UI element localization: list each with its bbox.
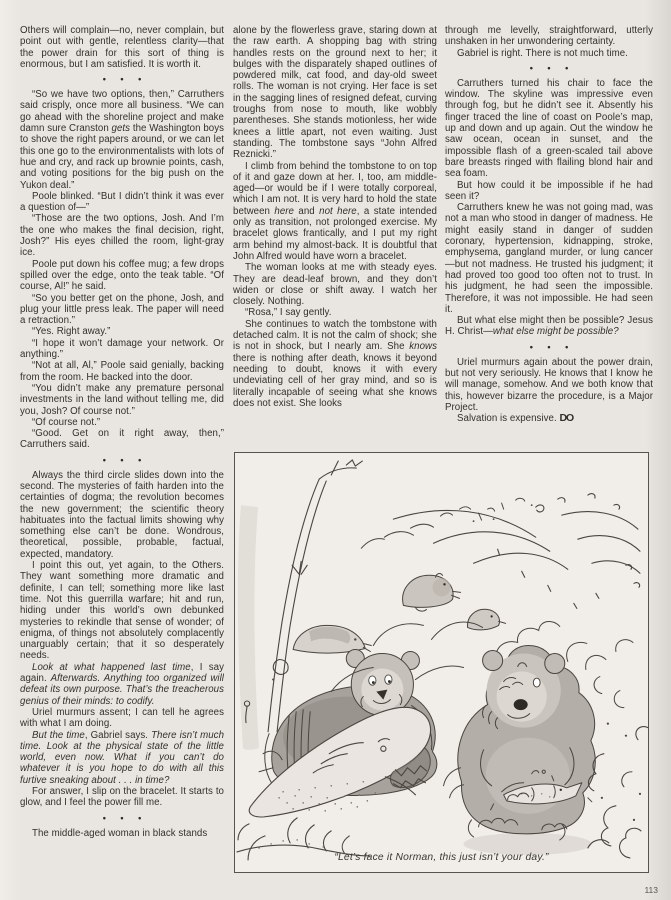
paragraph: But what else might then be possible? Jesus H. Christ—what else might be possible? [445, 315, 653, 338]
paragraph: “I hope it won’t damage your network. Or anything.” [20, 337, 224, 361]
paragraph: Look at what happened last time, I say again. Afterwards. Anything too organized will defeat its own purpose. That’s the treacherous genius of their minds: to codify. [20, 661, 224, 707]
paragraph: Poole blinked. “But I didn’t think it was ever a question of—” [20, 190, 224, 214]
paragraph: Gabriel is right. There is not much time. [457, 47, 628, 59]
paragraph: For answer, I slip on the bracelet. It starts to glow, and I feel the power fill me. [20, 786, 224, 809]
section-separator: • • • [102, 454, 148, 465]
cartoon-right-bear [444, 645, 596, 855]
paragraph: “Rosa,” I say gently. [245, 307, 332, 319]
page-number: 113 [644, 885, 658, 895]
paragraph: Uriel murmurs again about the power drain, but not very seriously. He knows that I know he will manage, somehow. And we both know that this, however bizarre the procedure, is a Major Project. [445, 356, 653, 413]
section-separator: • • • [102, 812, 148, 823]
paragraph: Poole put down his coffee mug; a few drops spilled over the edge, onto the teak table. “Of course, Al!” he said. [20, 258, 224, 293]
paragraph: alone by the flowerless grave, staring down at the raw earth. A shopping bag with string handles rests on the ground next to her; it bulges with the disparately shaped outlines of powdered milk, cat food, and day-old sweet rolls. The woman is not crying. Her face is set in the sagging lines of resigned defeat, curving troughs from nose to mouth, like wobbly parentheses. She stands motionless, her wide knees a little apart, not even waiting. Just standing. The tombstone says “John Alfred Reznicki.” [233, 25, 437, 161]
paragraph: Carruthers knew he was not going mad, was not a man who stood in danger of madness. He might easily stand in danger of sudden coronary, hypertension, kidnapping, stroke, emphysema, gangland murder, or lung cancer—but not madness. He trusted his judgment; it had proved too good too often not to trust. In his judgment, he had seen the impossible. Therefore, it was not impossible. He had seen it. [445, 202, 653, 315]
paragraph: I climb from behind the tombstone to on top of it and gaze down at her. I, too, am middle-aged—or would be if I were totally corporeal, which I am not. It is very hard to hold the state between here and not here, a state intended only as transition, not prolonged exercise. My bracelet glows frantically, and I put my right arm behind my almost-back. It is doubtful that John Alfred would have worn a bracelet. [233, 160, 437, 262]
paragraph: The middle-aged woman in black stands [32, 827, 208, 839]
paragraph: Carruthers turned his chair to face the window. The skyline was impressive even through fog, but he didn’t see it. Absently his finger traced the line of coast on Poole’s map, up and down and up again. Out the window he saw ocean, ocean in sunset, and the impossible flash of a green-scaled tail above bare breasts ringed with flailing blond hair and sea foam. [445, 77, 653, 180]
section-separator: • • • [102, 74, 148, 85]
paragraph: Salvation is expensive. DO [457, 412, 574, 425]
text-column-right [445, 25, 653, 449]
text-column-middle [233, 25, 437, 447]
paragraph: “Good. Get on it right away, then,” Carruthers said. [20, 428, 224, 451]
cartoon-panel [234, 452, 649, 873]
paragraph: “Those are the two options, Josh. And I’m the one who makes the final decision, right, Josh?” His eyes chilled the room, light-gray ice. [20, 213, 224, 259]
paragraph: “You didn’t make any premature personal investments in the land without telling me, did you, Josh? Of course not.” [20, 382, 224, 417]
paragraph: “Yes. Right away.” [32, 326, 111, 338]
text-column-left [20, 25, 224, 893]
cartoon-splashes [588, 723, 648, 858]
paragraph: “So you better get on the phone, Josh, and plug your little press leak. The paper will need a retraction.” [20, 292, 224, 327]
section-separator: • • • [529, 62, 575, 73]
paragraph: “So we have two options, then,” Carruthers said crisply, once more all business. “We can go ahead with the shoreline project and make damn sure Cranston gets the Washington boys to shove the right papers around, or we can let this one go to the environmentalists with lots of hue and cry, and rack up brownie points, cash, and voting positions for the big push on the Yukon deal.” [20, 89, 224, 191]
paragraph: She continues to watch the tombstone with detached calm. It is not the calm of shock; she is not in shock, but I nearly am. She knows there is nothing after death, knows it beyond needing to doubt, knows it with every undeviating cell of her gray mind, and so is literally incapable of seeing what she knows does not exist. She looks [233, 318, 437, 409]
cartoon-background-critters [293, 574, 633, 708]
cartoon-grass [361, 498, 532, 548]
cartoon-caption: “Let’s face it Norman, this just isn’t your day.” [334, 852, 549, 863]
paragraph: through me levelly, straightforward, utterly unshaken in her unwondering certainty. [445, 25, 653, 48]
paragraph: But how could it be impossible if he had seen it? [445, 179, 653, 202]
paragraph: I point this out, yet again, to the Others. They want something more dramatic and definite, I can tell; something more like last time. Not this guerrilla warfare; hit and run, hiding under this world’s own debunked mysteries to rekindle that sense of wonder; of enigma, of things not absolutely complacently unarguably certain; that it so desperately needs. [20, 560, 224, 662]
paragraph: But the time, Gabriel says. There isn’t much time. Look at the physical state of the little world, even now. What if you can’t do whatever it is you hope to do with all this furtive sneaking about . . . in time? [20, 729, 224, 786]
paragraph: Always the third circle slides down into the second. The mysteries of faith harden into the certainties of dogma; the revolution becomes the new government; the scientific theory habituates into the factual limits showing why something else can’t be done. Wondrous, theoretical, possible, probable, factual, expected, mandatory. [20, 469, 224, 560]
paragraph: Uriel murmurs assent; I can tell he agrees with what I am doing. [20, 706, 224, 730]
paragraph: Others will complain—no, never complain, but point out with gentle, relentless clarity—that the power drain for this sort of thing is enormous, but I am satisfied. It is worth it. [20, 25, 224, 70]
paragraph: “Not at all, Al,” Poole said genially, backing from the room. He backed into the door. [20, 360, 224, 383]
section-separator: • • • [529, 341, 575, 352]
paragraph: The woman looks at me with steady eyes. They are dead-leaf brown, and they don’t widen or close or shift away. I watch her closely. Nothing. [233, 262, 437, 308]
cartoon-illustration [235, 453, 648, 872]
paragraph: “Of course not.” [32, 416, 101, 428]
